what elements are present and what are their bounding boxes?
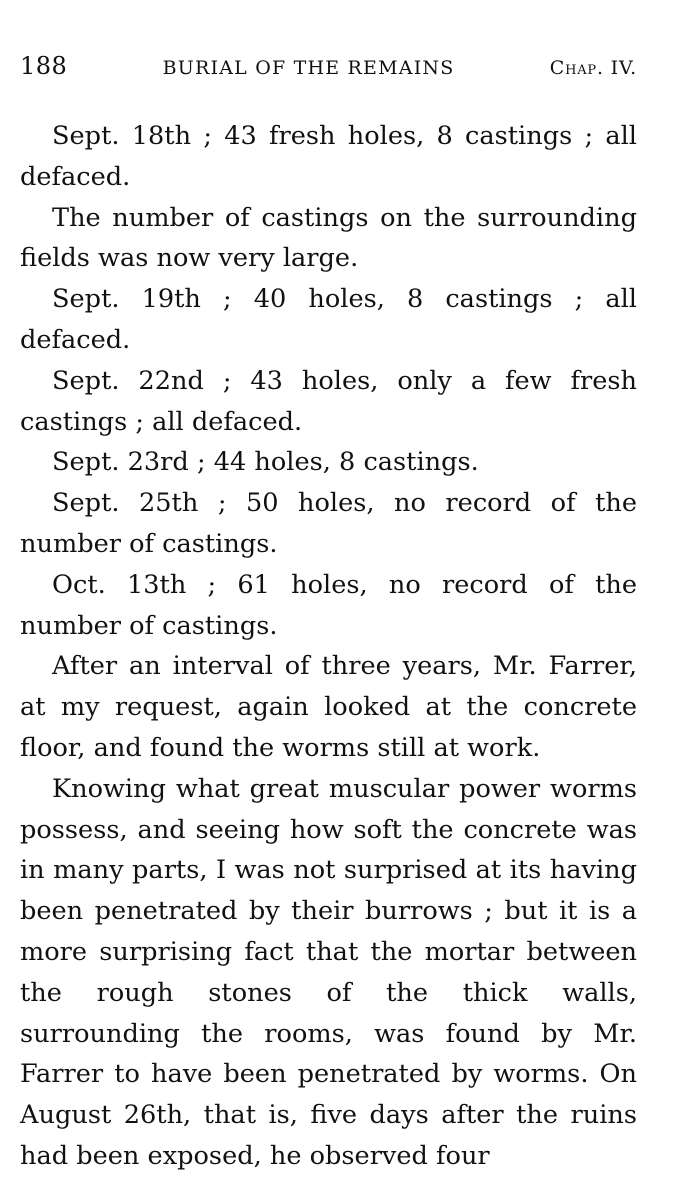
paragraph: Sept. 22nd ; 43 holes, only a few fresh castings ; all defaced. [20,365,637,437]
running-header [20,52,637,92]
paragraph: After an interval of three years, Mr. Farrer, at my request, again looked at the concrete floor, and found the worms still at work. [20,651,637,763]
paragraph: Knowing what great muscular power worms possess, and seeing how soft the concrete was in many parts, I was not surprised at its having been penetrated by their burrows ; but it is a more surprising fact that the mortar between the rough stones of the thick walls, surrounding the rooms, was found by Mr. Farrer to have been penetrated by worms. On August 26th, that is, five days after the ruins had been exposed, he observed four [20,773,637,1171]
paragraph: Sept. 25th ; 50 holes, no record of the number of castings. [20,488,637,559]
paragraph: Oct. 13th ; 61 holes, no record of the number of castings. [20,569,637,641]
page-number: 188 [20,52,68,80]
body-text [20,116,637,1177]
paragraph: Sept. 23rd ; 44 holes, 8 castings. [52,447,479,478]
chapter-label: Chap. IV. [549,57,637,79]
paragraph: The number of castings on the surrounding fields was now very large. [20,202,637,274]
paragraph: Sept. 19th ; 40 holes, 8 castings ; all defaced. [20,284,637,355]
paragraph: Sept. 18th ; 43 fresh holes, 8 castings ; all defaced. [20,121,637,192]
running-title: BURIAL OF THE REMAINS [162,57,455,79]
book-page [20,52,637,1177]
